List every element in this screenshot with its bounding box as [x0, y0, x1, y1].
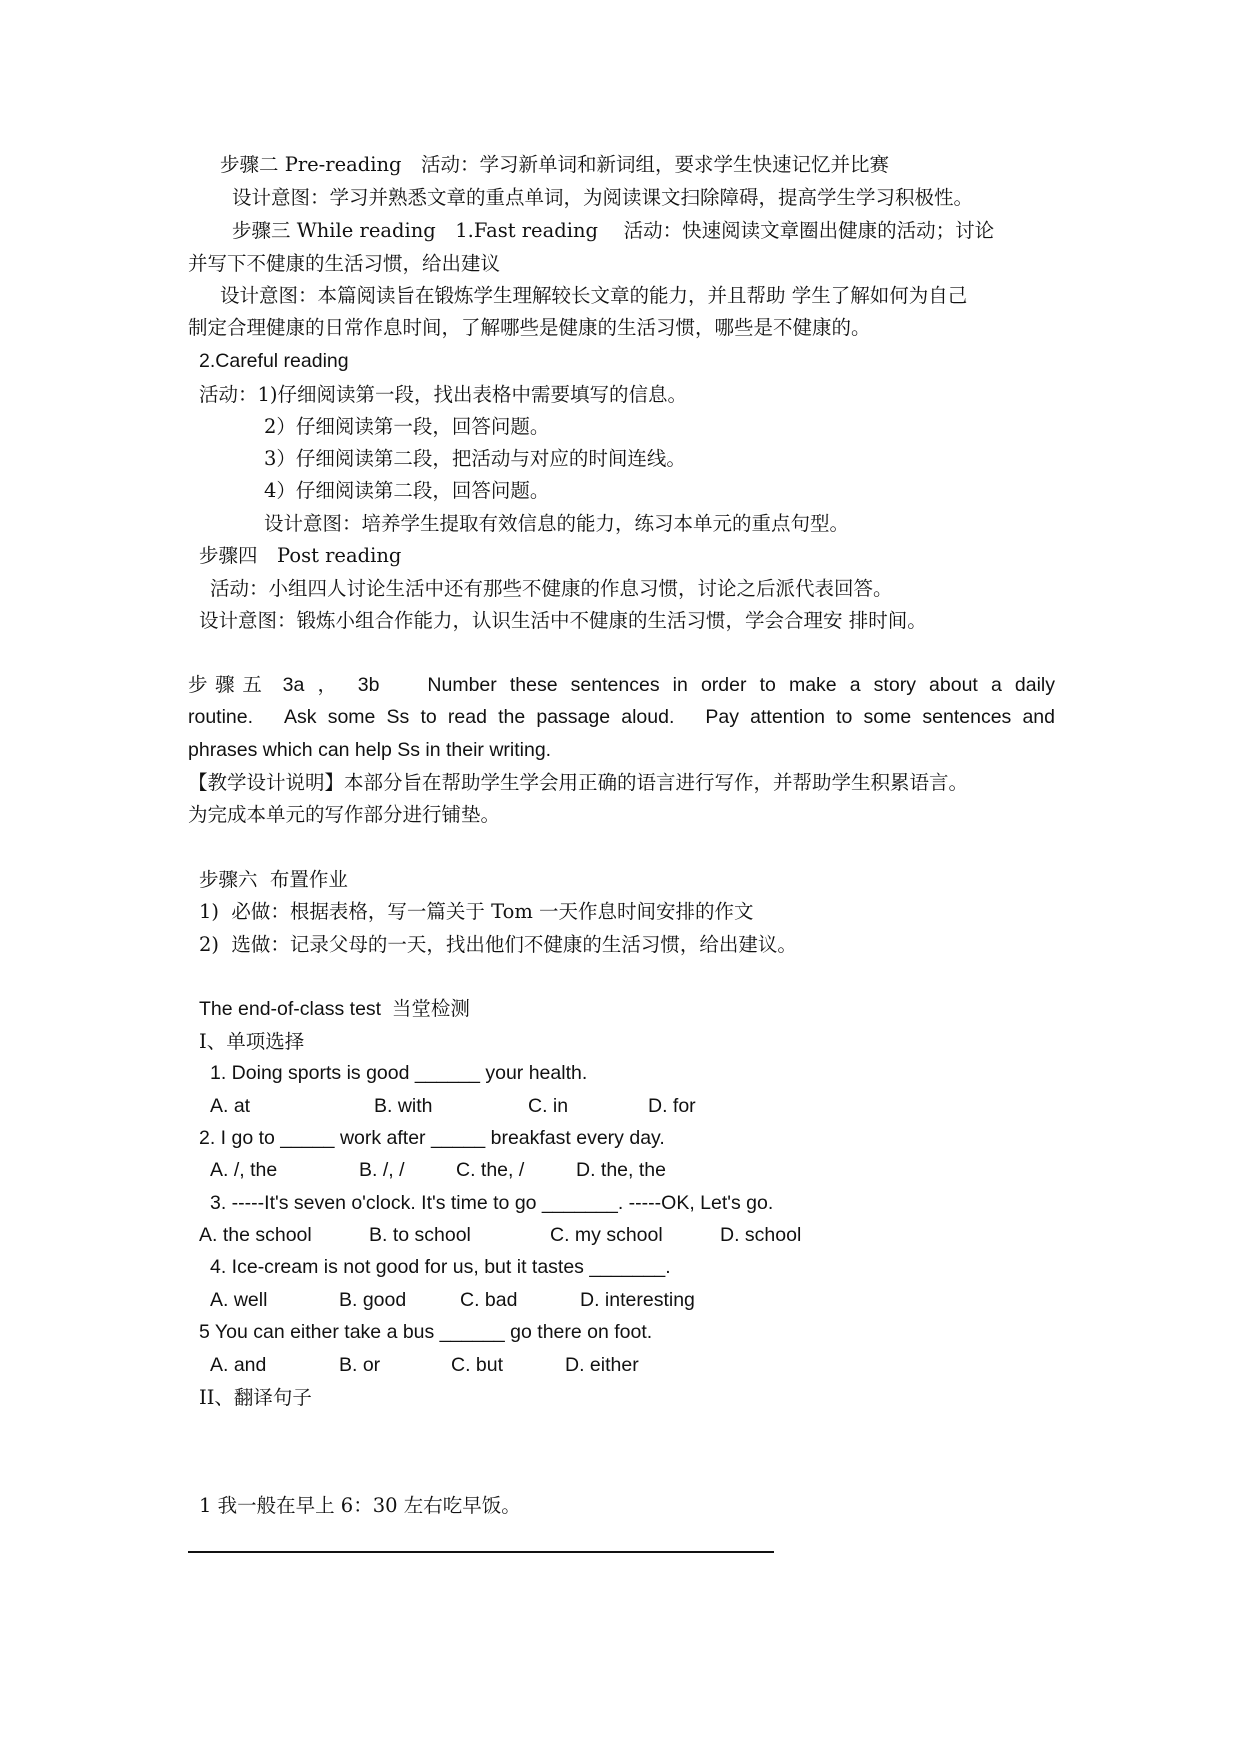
q5-option-a: A. and — [210, 1354, 267, 1376]
step2-intent-line: 设计意图：学习并熟悉文章的重点单词，为阅读课文扫除障碍，提高学生学习积极性。 — [232, 186, 974, 209]
question-4: 4. Ice-cream is not good for us, but it tastes _______. — [210, 1256, 671, 1278]
step3-line: 步骤三 While reading 1.Fast reading 活动：快速阅读文章圈出健康的活动；讨论 — [232, 219, 995, 242]
translation-1: 1 我一般在早上 6：30 左右吃早饭。 — [199, 1494, 521, 1517]
q3-option-a: A. the school — [199, 1224, 312, 1246]
step5-design-note-cont: 为完成本单元的写作部分进行铺垫。 — [188, 803, 501, 826]
careful-intent-line: 设计意图：培养学生提取有效信息的能力，练习本单元的重点句型。 — [264, 512, 850, 535]
step4-intent-line: 设计意图：锻炼小组合作能力，认识生活中不健康的生活习惯，学会合理安 排时间。 — [199, 609, 927, 632]
homework-required: 1) 必做：根据表格，写一篇关于 Tom 一天作息时间安排的作文 — [199, 900, 754, 923]
step3-intent-line-cont: 制定合理健康的日常作息时间，了解哪些是健康的生活习惯，哪些是不健康的。 — [188, 316, 871, 339]
q3-option-c: C. my school — [550, 1224, 663, 1246]
homework-optional: 2) 选做：记录父母的一天，找出他们不健康的生活习惯，给出建议。 — [199, 933, 797, 956]
step5-line: 步骤五 3a ， 3b Number these sentences in order to make a story about a daily — [188, 674, 1055, 696]
step6-line: 步骤六 布置作业 — [199, 868, 348, 891]
q2-option-c: C. the, / — [456, 1159, 525, 1181]
section-single-choice: I、单项选择 — [199, 1030, 305, 1053]
answer-line — [188, 1551, 774, 1553]
step3-intent-line: 设计意图：本篇阅读旨在锻炼学生理解较长文章的能力，并且帮助 学生了解如何为自己 — [220, 284, 968, 307]
question-3: 3. -----It's seven o'clock. It's time to go _______. -----OK, Let's go. — [210, 1192, 774, 1214]
question-5: 5 You can either take a bus ______ go there on foot. — [199, 1321, 653, 1343]
careful-activity-3: 3）仔细阅读第二段，把活动与对应的时间连线。 — [264, 447, 686, 470]
q1-option-c: C. in — [528, 1095, 569, 1117]
careful-activity-2: 2）仔细阅读第一段，回答问题。 — [264, 415, 550, 438]
step5-line-cont: routine. Ask some Ss to read the passage aloud. Pay attention to some sentences and — [188, 706, 1055, 728]
step2-line: 步骤二 Pre-reading 活动：学习新单词和新词组，要求学生快速记忆并比赛 — [220, 153, 890, 176]
test-title: The end-of-class test 当堂检测 — [199, 998, 470, 1020]
q1-option-a: A. at — [210, 1095, 251, 1117]
q4-option-d: D. interesting — [580, 1289, 695, 1311]
q3-option-d: D. school — [720, 1224, 802, 1246]
question-2: 2. I go to _____ work after _____ breakfast every day. — [199, 1127, 665, 1149]
q4-option-a: A. well — [210, 1289, 268, 1311]
careful-reading-title: 2.Careful reading — [199, 350, 349, 372]
step4-line: 步骤四 Post reading — [199, 544, 402, 567]
careful-activity-4: 4）仔细阅读第二段，回答问题。 — [264, 479, 550, 502]
careful-activity-1: 活动：1)仔细阅读第一段，找出表格中需要填写的信息。 — [199, 383, 688, 406]
step5-line-end: phrases which can help Ss in their writing. — [188, 739, 552, 761]
q1-option-b: B. with — [374, 1095, 433, 1117]
q1-option-d: D. for — [648, 1095, 696, 1117]
q5-option-b: B. or — [339, 1354, 381, 1376]
q5-option-d: D. either — [565, 1354, 639, 1376]
step3-line-cont: 并写下不健康的生活习惯，给出建议 — [188, 252, 501, 275]
q2-option-d: D. the, the — [576, 1159, 666, 1181]
q4-option-b: B. good — [339, 1289, 407, 1311]
q3-option-b: B. to school — [369, 1224, 471, 1246]
q2-option-a: A. /, the — [210, 1159, 278, 1181]
q2-option-b: B. /, / — [359, 1159, 405, 1181]
q4-option-c: C. bad — [460, 1289, 518, 1311]
q5-option-c: C. but — [451, 1354, 504, 1376]
question-1: 1. Doing sports is good ______ your health. — [210, 1062, 588, 1084]
step5-design-note: 【教学设计说明】本部分旨在帮助学生学会用正确的语言进行写作，并帮助学生积累语言。 — [188, 771, 969, 794]
step4-activity-line: 活动：小组四人讨论生活中还有那些不健康的作息习惯，讨论之后派代表回答。 — [210, 577, 893, 600]
section-translation: II、翻译句子 — [199, 1386, 312, 1409]
